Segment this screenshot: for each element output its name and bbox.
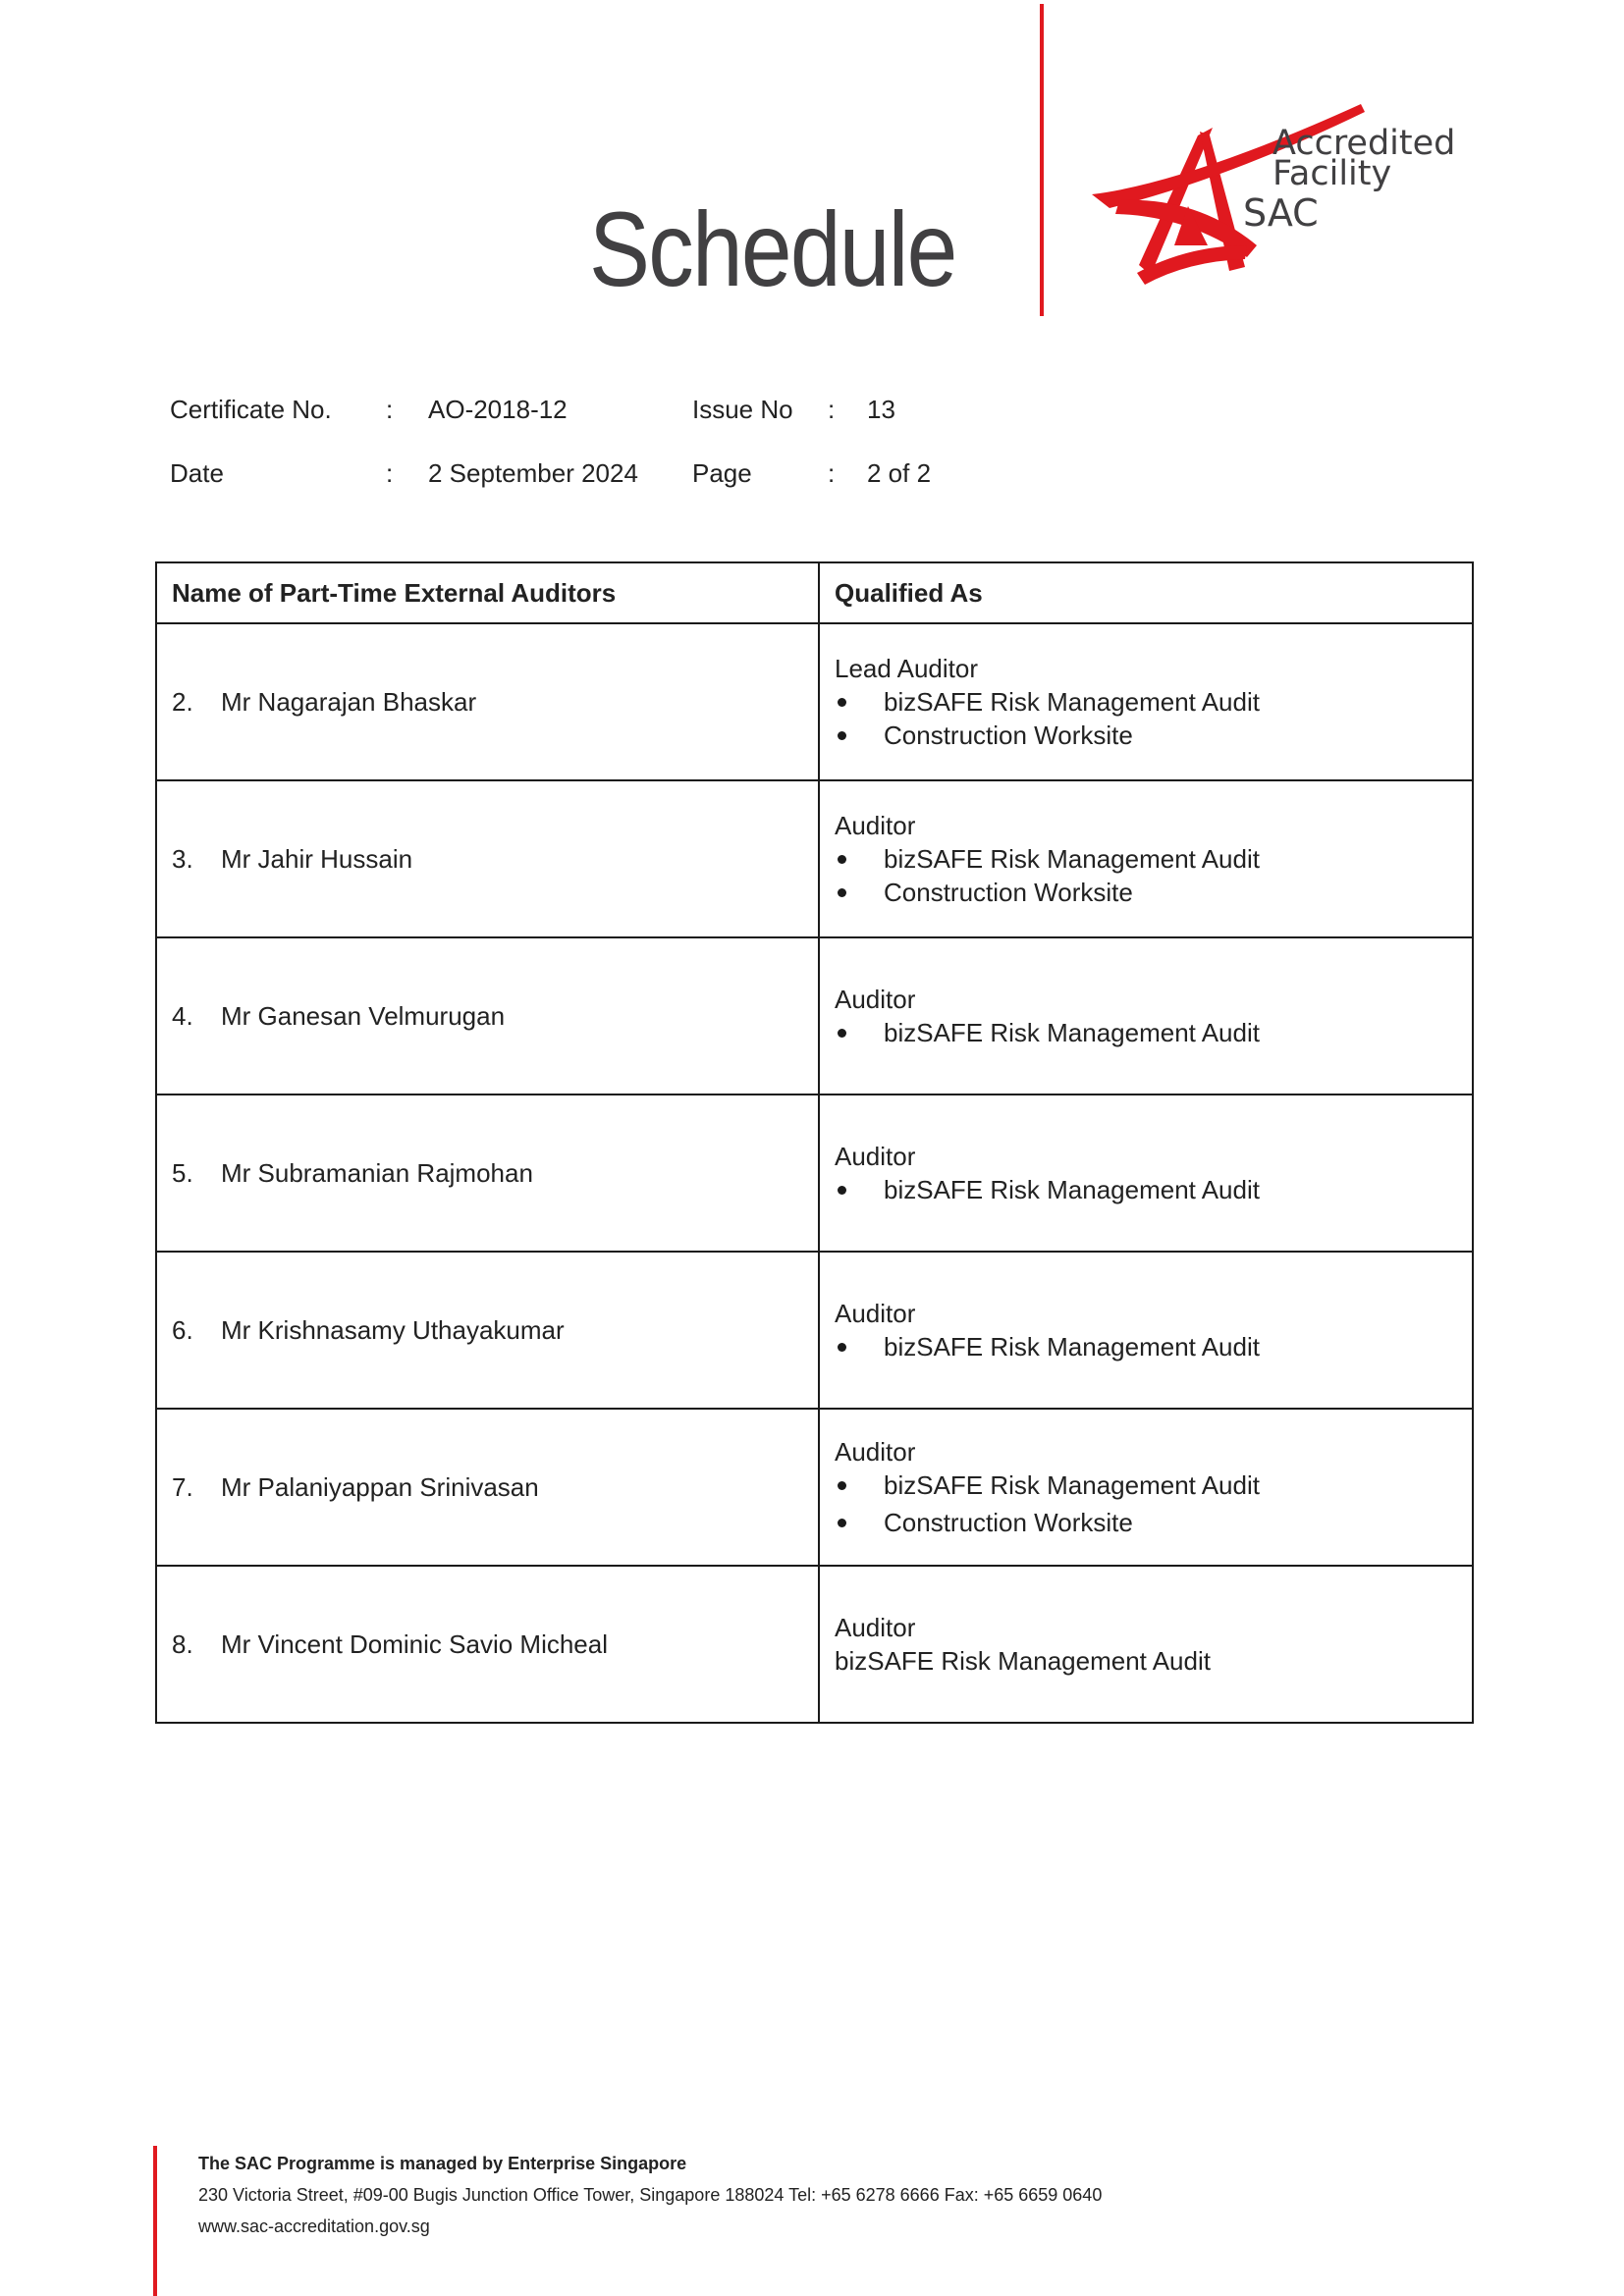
table-row	[156, 623, 1473, 780]
qualification-item: bizSAFE Risk Management Audit	[884, 1175, 1260, 1204]
qualification-role: Auditor	[835, 1437, 916, 1467]
bullet-icon	[838, 731, 846, 740]
qualification-list	[835, 842, 1472, 909]
table-row	[156, 1095, 1473, 1252]
auditor-name: Mr Ganesan Velmurugan	[221, 1000, 506, 1031]
logo-sac-text: SAC	[1243, 191, 1319, 235]
bullet-icon	[838, 698, 846, 707]
table-row	[156, 780, 1473, 937]
qualification-cell	[819, 780, 1473, 937]
qualification-cell	[819, 1409, 1473, 1566]
qualification-role: Auditor	[835, 1299, 916, 1328]
row-number: 3.	[172, 843, 193, 874]
list-item	[835, 1330, 1472, 1363]
column-header-qualified: Qualified As	[819, 562, 1473, 623]
table-row	[156, 937, 1473, 1095]
qualification-list	[835, 685, 1472, 752]
auditor-name-cell	[156, 937, 819, 1095]
auditor-name-cell	[156, 780, 819, 937]
qualification-role: Lead Auditor	[835, 654, 979, 683]
footer	[198, 2148, 1102, 2242]
qualification-cell	[819, 1095, 1473, 1252]
certificate-label: Certificate No.	[170, 395, 332, 424]
sac-accredited-facility-logo	[1080, 98, 1492, 324]
qualification-role: Auditor	[835, 1613, 916, 1642]
separator: :	[828, 395, 836, 424]
qualification-list	[835, 1016, 1472, 1049]
auditor-name-cell	[156, 1566, 819, 1723]
separator: :	[828, 458, 836, 488]
date-label: Date	[170, 458, 224, 488]
row-number: 8.	[172, 1629, 193, 1659]
qualification-item: bizSAFE Risk Management Audit	[884, 1470, 1260, 1500]
qualification-item: bizSAFE Risk Management Audit	[884, 687, 1260, 717]
qualification-list	[835, 1330, 1472, 1363]
qualification-item: bizSAFE Risk Management Audit	[884, 1332, 1260, 1362]
auditor-name: Mr Vincent Dominic Savio Micheal	[221, 1629, 608, 1659]
auditor-name: Mr Subramanian Rajmohan	[221, 1157, 533, 1188]
sac-star-icon	[1080, 98, 1492, 324]
list-item	[835, 1506, 1472, 1539]
auditor-name-cell	[156, 1252, 819, 1409]
bullet-icon	[838, 1029, 846, 1038]
bullet-icon	[838, 1481, 846, 1490]
row-number: 7.	[172, 1471, 193, 1502]
bullet-icon	[838, 1186, 846, 1195]
header-divider	[1040, 4, 1044, 316]
qualification-item: Construction Worksite	[884, 721, 1133, 750]
row-number: 6.	[172, 1314, 193, 1345]
logo-line2: Facility	[1272, 154, 1392, 193]
table-row	[156, 1252, 1473, 1409]
qualification-item: Construction Worksite	[884, 878, 1133, 907]
list-item	[835, 719, 1472, 752]
list-item	[835, 1016, 1472, 1049]
auditor-name: Mr Palaniyappan Srinivasan	[221, 1471, 539, 1502]
issue-label: Issue No	[692, 395, 793, 424]
list-item	[835, 1173, 1472, 1206]
qualification-cell	[819, 937, 1473, 1095]
page-value: 2 of 2	[867, 458, 932, 488]
list-item	[835, 685, 1472, 719]
auditor-name: Mr Krishnasamy Uthayakumar	[221, 1314, 565, 1345]
qualification-item: bizSAFE Risk Management Audit	[884, 844, 1260, 874]
page-label: Page	[692, 458, 752, 488]
separator: :	[386, 395, 394, 424]
row-number: 4.	[172, 1000, 193, 1031]
certificate-value: AO-2018-12	[428, 395, 568, 424]
table-header-row	[156, 562, 1473, 623]
footer-address: 230 Victoria Street, #09-00 Bugis Junction Office Tower, Singapore 188024 Tel: +65 6278 6666 Fax: +65 6659 0640	[198, 2185, 1103, 2205]
qualification-role: Auditor	[835, 985, 916, 1014]
qualification-cell	[819, 1252, 1473, 1409]
qualification-item: bizSAFE Risk Management Audit	[884, 1018, 1260, 1047]
qualification-item: bizSAFE Risk Management Audit	[835, 1646, 1211, 1676]
separator: :	[386, 458, 394, 488]
bullet-icon	[838, 1343, 846, 1352]
row-number: 2.	[172, 686, 193, 717]
page-title: Schedule	[589, 189, 956, 308]
qualification-list	[835, 1468, 1472, 1539]
qualification-role: Auditor	[835, 1142, 916, 1171]
auditor-name-cell	[156, 623, 819, 780]
auditor-name: Mr Nagarajan Bhaskar	[221, 686, 477, 717]
table-row	[156, 1566, 1473, 1723]
logo-line1: Accredited	[1272, 124, 1456, 163]
footer-title: The SAC Programme is managed by Enterprise Singapore	[198, 2154, 687, 2173]
auditor-name-cell	[156, 1409, 819, 1566]
qualification-cell	[819, 623, 1473, 780]
row-number: 5.	[172, 1157, 193, 1188]
bullet-icon	[838, 1519, 846, 1527]
qualification-role: Auditor	[835, 811, 916, 840]
table-row	[156, 1409, 1473, 1566]
qualification-item: Construction Worksite	[884, 1508, 1133, 1537]
bullet-icon	[838, 888, 846, 897]
bullet-icon	[838, 855, 846, 864]
auditor-name-cell	[156, 1095, 819, 1252]
qualification-cell	[819, 1566, 1473, 1723]
qualification-list	[835, 1173, 1472, 1206]
list-item	[835, 842, 1472, 876]
footer-website: www.sac-accreditation.gov.sg	[198, 2216, 430, 2236]
issue-value: 13	[867, 395, 895, 424]
auditor-table	[155, 561, 1474, 1724]
list-item	[835, 876, 1472, 909]
column-header-name: Name of Part-Time External Auditors	[156, 562, 819, 623]
date-value: 2 September 2024	[428, 458, 638, 488]
list-item	[835, 1468, 1472, 1502]
footer-accent-bar	[153, 2146, 157, 2296]
auditor-name: Mr Jahir Hussain	[221, 843, 413, 874]
